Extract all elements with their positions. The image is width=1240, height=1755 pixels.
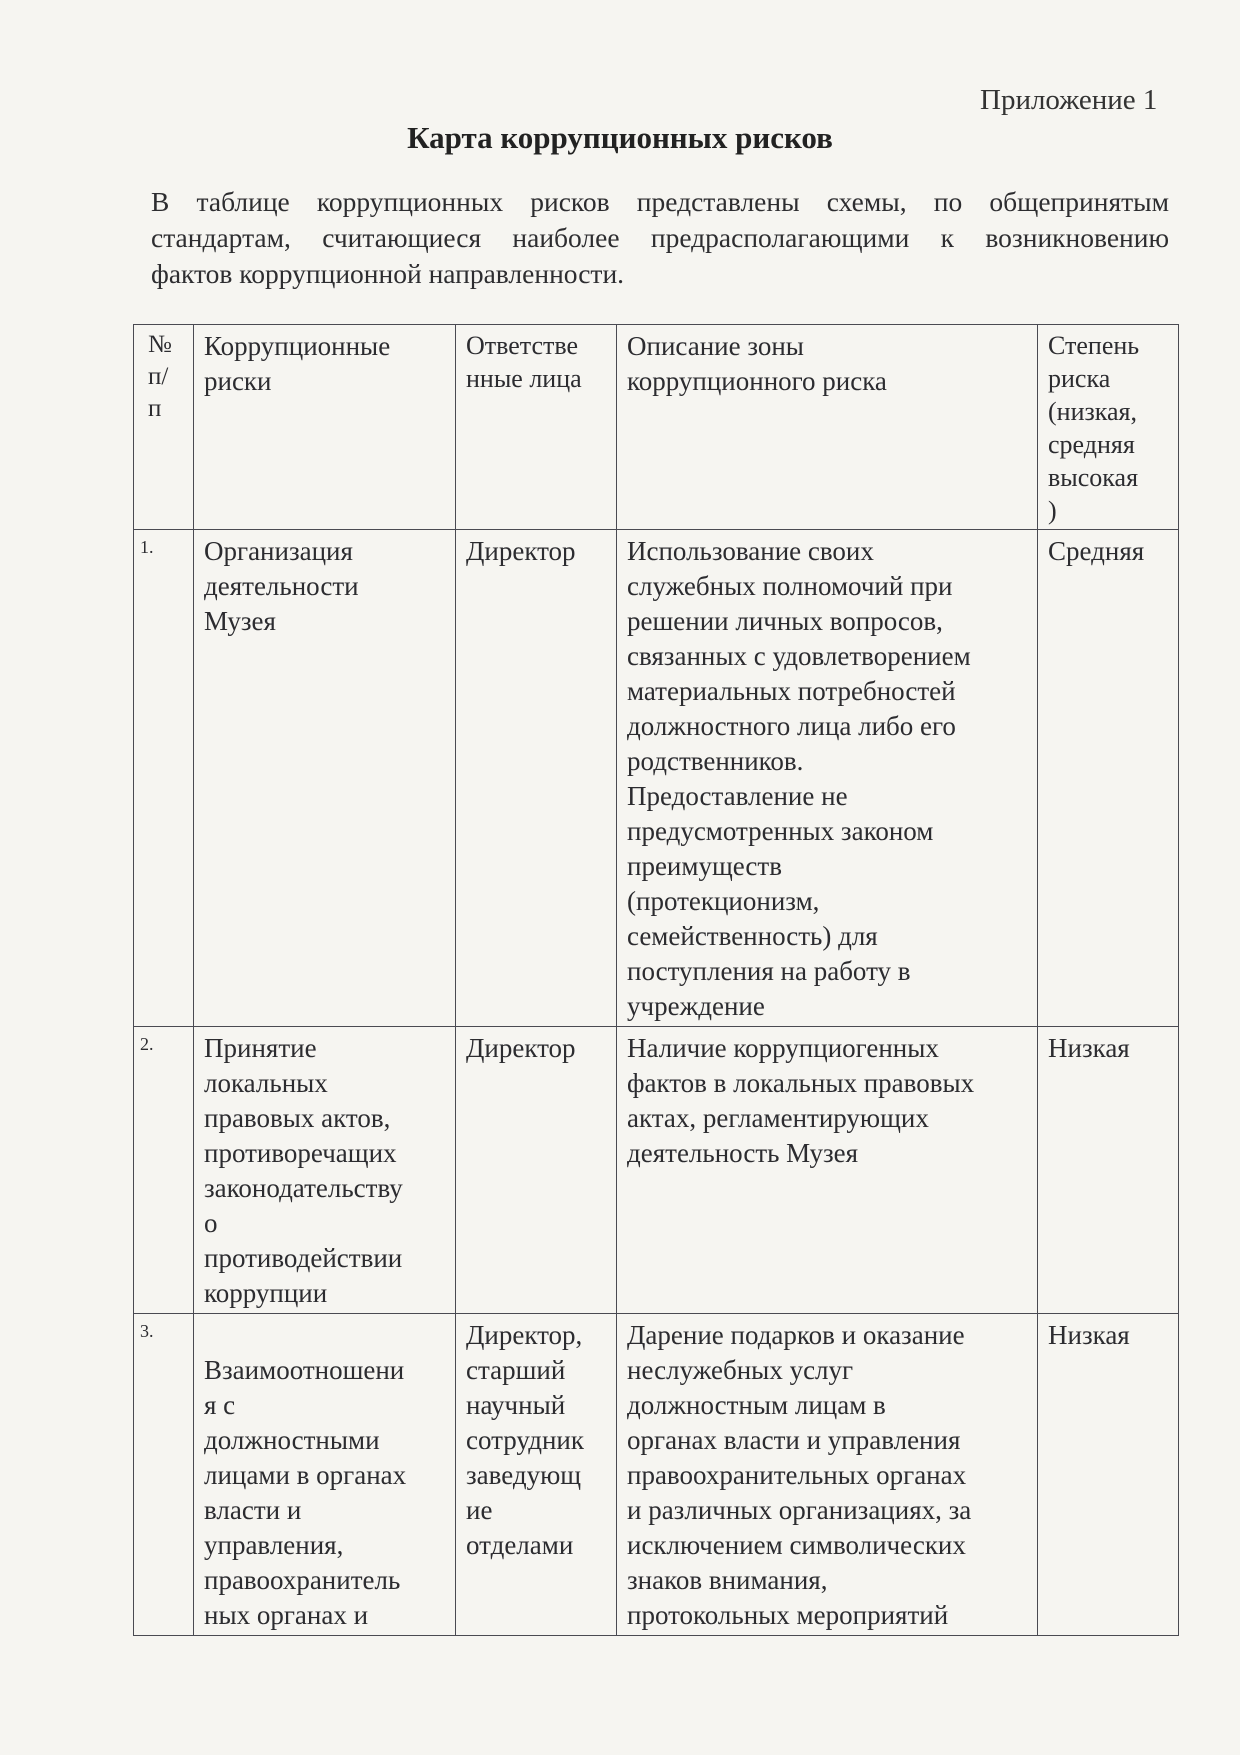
- intro-paragraph: [151, 184, 1169, 292]
- row-description: Дарение подарков и оказание неслужебных услуг должностным лицам в органах власти и управления правоохранительных органах и различных организациях, за исключением символических знаков внимания, протокольных мероприятий: [617, 1314, 1038, 1636]
- table-header-row: [134, 325, 1179, 530]
- header-number: № п/ п: [134, 325, 194, 530]
- header-description: Описание зоны коррупционного риска: [617, 325, 1038, 530]
- row-number: 2.: [134, 1027, 194, 1314]
- header-responsible: Ответстве нные лица: [456, 325, 617, 530]
- row-degree: Низкая: [1038, 1027, 1179, 1314]
- table-row: [134, 1027, 1179, 1314]
- appendix-label: Приложение 1: [980, 84, 1158, 116]
- row-degree: Средняя: [1038, 530, 1179, 1027]
- risk-table: [133, 324, 1179, 1636]
- row-risk: Организация деятельности Музея: [194, 530, 456, 1027]
- row-description: Наличие коррупциогенных фактов в локальных правовых актах, регламентирующих деятельность Музея: [617, 1027, 1038, 1314]
- row-risk: Взаимоотношени я с должностными лицами в органах власти и управления, правоохранитель ных органах и: [194, 1314, 456, 1636]
- header-risks: Коррупционные риски: [194, 325, 456, 530]
- row-degree: Низкая: [1038, 1314, 1179, 1636]
- row-description: Использование своих служебных полномочий при решении личных вопросов, связанных с удовлетворением материальных потребностей должностного лица либо его родственников. Предоставление не предусмотренных законом преимуществ (протекционизм, семейственность) для поступления на работу в учреждение: [617, 530, 1038, 1027]
- intro-line: стандартам, считающиеся наиболее предрасполагающими к возникновению: [151, 222, 1169, 253]
- row-responsible: Директор: [456, 530, 617, 1027]
- document-title: Карта коррупционных рисков: [407, 120, 833, 155]
- intro-line: фактов коррупционной направленности.: [151, 258, 625, 289]
- table-row: [134, 1314, 1179, 1636]
- row-responsible: Директор: [456, 1027, 617, 1314]
- row-risk: Принятие локальных правовых актов, противоречащих законодательству о противодействии коррупции: [194, 1027, 456, 1314]
- table-row: [134, 530, 1179, 1027]
- intro-line: В таблице коррупционных рисков представлены схемы, по общепринятым: [151, 186, 1169, 217]
- row-responsible: Директор, старший научный сотрудник заведующ ие отделами: [456, 1314, 617, 1636]
- row-number: 1.: [134, 530, 194, 1027]
- row-number: 3.: [134, 1314, 194, 1636]
- header-degree: Степень риска (низкая, средняя высокая ): [1038, 325, 1179, 530]
